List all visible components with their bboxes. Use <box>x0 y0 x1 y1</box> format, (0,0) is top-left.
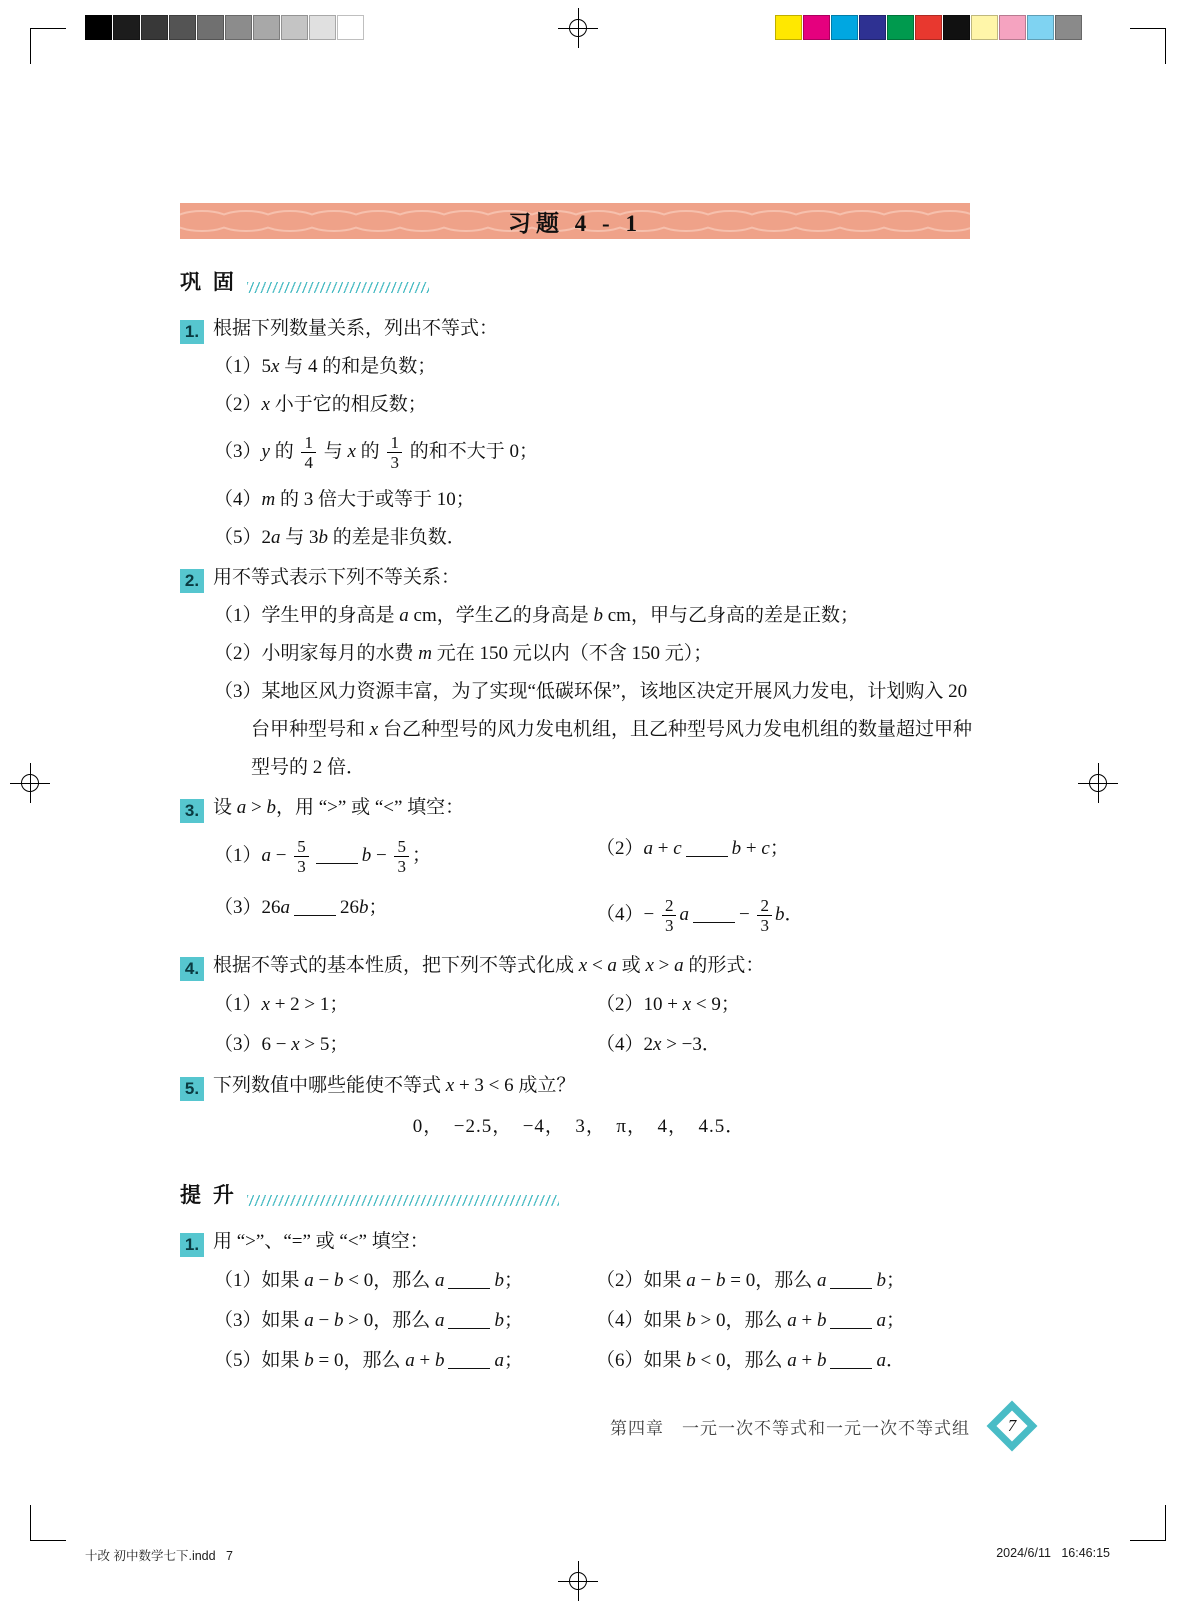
page-number: 7 <box>1007 1416 1017 1435</box>
problem-number-badge: 3. <box>180 799 204 823</box>
color-swatch <box>803 15 830 40</box>
problem-3 <box>180 789 978 945</box>
problem-item: （3）6 − x > 5； <box>214 1034 349 1056</box>
answer-candidates-line: 0， −2.5， −4， 3， π， 4， 4.5． <box>412 1116 746 1138</box>
problem-item: （2）x 小于它的相反数； <box>214 394 427 415</box>
color-swatch <box>915 15 942 40</box>
slug-timestamp: 2024/6/11 16:46:15 <box>996 1546 1110 1560</box>
exercise-title: 习题 4 - 1 <box>508 210 642 236</box>
problem-item: （3）y 的 $\frac{1}{4}$ 与 x 的 $\frac{1}{3}$ 的和不大于 0； <box>214 433 538 473</box>
blank-line <box>448 1355 490 1369</box>
registration-mark-top <box>558 8 598 48</box>
problem-item: （4）− $\frac{2}{3}$ a − $\frac{2}{3}$ b． <box>596 896 804 936</box>
problem-item: （1）如果 a − b < 0，那么 a b； <box>214 1270 523 1292</box>
color-swatch <box>1027 15 1054 40</box>
problem-item: （4）2x > −3． <box>596 1034 721 1056</box>
color-calibration-bar <box>775 15 1082 40</box>
color-swatch <box>337 15 364 40</box>
hatch-rule <box>247 1195 559 1206</box>
problem-number-badge: 1. <box>180 1233 204 1257</box>
blank-line <box>316 850 358 864</box>
color-swatch <box>85 15 112 40</box>
problem-stem: 下列数值中哪些能使不等式 x + 3 < 6 成立？ <box>213 1075 576 1097</box>
section-title: 提 升 <box>180 1184 237 1208</box>
chapter-title: 第四章 一元一次不等式和一元一次不等式组 <box>610 1418 970 1438</box>
problem-item: （4）如果 b > 0，那么 a + b a； <box>596 1310 905 1332</box>
color-swatch <box>943 15 970 40</box>
color-swatch <box>971 15 998 40</box>
color-swatch <box>169 15 196 40</box>
blank-line <box>830 1315 872 1329</box>
problem-item: （1）5x 与 4 的和是负数； <box>214 356 437 377</box>
problem-number-badge: 2. <box>180 569 204 593</box>
problem-number-badge: 1. <box>180 320 204 344</box>
color-swatch <box>253 15 280 40</box>
section-heading-advance <box>180 1179 978 1209</box>
problem-stem: 设 a > b，用 “>” 或 “<” 填空： <box>213 797 465 819</box>
problem-item: （3）如果 a − b > 0，那么 a b； <box>214 1310 523 1332</box>
problem-stem: 根据不等式的基本性质，把下列不等式化成 x < a 或 x > a 的形式： <box>213 955 765 977</box>
blank-line <box>448 1275 490 1289</box>
registration-mark-right <box>1078 763 1118 803</box>
problem-item: （2）a + c b + c； <box>596 838 789 860</box>
blank-line <box>830 1275 872 1289</box>
section-heading-consolidate <box>180 266 978 296</box>
problem-item: （6）如果 b < 0，那么 a + b a． <box>596 1350 905 1372</box>
color-swatch <box>225 15 252 40</box>
problem-item: （4）m 的 3 倍大于或等于 10； <box>214 489 475 511</box>
problem-item: （1）a − $\frac{5}{3}$ b − $\frac{5}{3}$ ； <box>214 837 431 877</box>
problem-stem: 根据下列数量关系，列出不等式： <box>213 318 499 339</box>
hatch-rule <box>247 282 429 293</box>
exercise-banner <box>180 203 970 239</box>
grayscale-calibration-bar <box>85 15 364 40</box>
problem-item: （1）x + 2 > 1； <box>214 994 349 1016</box>
problem-item: （1）学生甲的身高是 a cm，学生乙的身高是 b cm，甲与乙身高的差是正数； <box>214 605 859 627</box>
problem-item: （2）如果 a − b = 0，那么 a b； <box>596 1270 905 1292</box>
fraction: $\frac{2}{3}$ <box>662 896 677 935</box>
section-title: 巩 固 <box>180 271 237 294</box>
problem-item: （2）10 + x < 9； <box>596 994 740 1016</box>
problem-item: （3）26a 26b； <box>214 897 388 919</box>
fraction: $\frac{5}{3}$ <box>394 837 409 876</box>
problem-4 <box>180 947 978 1065</box>
color-swatch <box>859 15 886 40</box>
problem-item: （3）某地区风力资源丰富，为了实现“低碳环保”，该地区决定开展风力发电，计划购入 20 台甲种型号和 x 台乙种型号的风力发电机组，且乙种型号风力发电机组的数量超过甲种型号的 2 倍． <box>214 681 972 779</box>
color-swatch <box>831 15 858 40</box>
color-swatch <box>113 15 140 40</box>
problem-item: （5）2a 与 3b 的差是非负数． <box>214 527 466 549</box>
blank-line <box>686 843 728 857</box>
registration-mark-bottom <box>558 1561 598 1601</box>
page-content <box>180 258 978 1383</box>
blank-line <box>294 902 336 916</box>
problem-item: （2）小明家每月的水费 m 元在 150 元以内（不含 150 元）； <box>214 643 713 665</box>
problem-stem: 用不等式表示下列不等关系： <box>213 567 461 589</box>
blank-line <box>693 909 735 923</box>
color-swatch <box>197 15 224 40</box>
crop-mark-top-right <box>1130 28 1166 64</box>
problem-stem: 用 “>”、“=” 或 “<” 填空： <box>213 1231 429 1253</box>
color-swatch <box>309 15 336 40</box>
problem-number-badge: 4. <box>180 957 204 981</box>
crop-mark-bottom-left <box>30 1505 66 1541</box>
problem-1 <box>180 310 978 557</box>
color-swatch <box>887 15 914 40</box>
fraction: $\frac{2}{3}$ <box>757 896 772 935</box>
color-swatch <box>1055 15 1082 40</box>
color-swatch <box>281 15 308 40</box>
page-footer <box>180 1400 1038 1452</box>
problem-item: （5）如果 b = 0，那么 a + b a； <box>214 1350 523 1372</box>
crop-mark-top-left <box>30 28 66 64</box>
fraction: $\frac{5}{3}$ <box>294 837 309 876</box>
blank-line <box>448 1315 490 1329</box>
fraction: $\frac{1}{3}$ <box>387 433 402 472</box>
crop-mark-bottom-right <box>1130 1505 1166 1541</box>
problem-2 <box>180 559 978 787</box>
color-swatch <box>141 15 168 40</box>
color-swatch <box>775 15 802 40</box>
slug-filename: 十改 初中数学七下.indd 7 <box>85 1549 233 1563</box>
registration-mark-left <box>10 763 50 803</box>
problem-number-badge: 5. <box>180 1077 204 1101</box>
problem-5 <box>180 1067 978 1149</box>
fraction: $\frac{1}{4}$ <box>301 433 316 472</box>
color-swatch <box>999 15 1026 40</box>
page-number-diamond <box>986 1400 1038 1452</box>
advance-problem-1 <box>180 1223 978 1381</box>
blank-line <box>830 1355 872 1369</box>
